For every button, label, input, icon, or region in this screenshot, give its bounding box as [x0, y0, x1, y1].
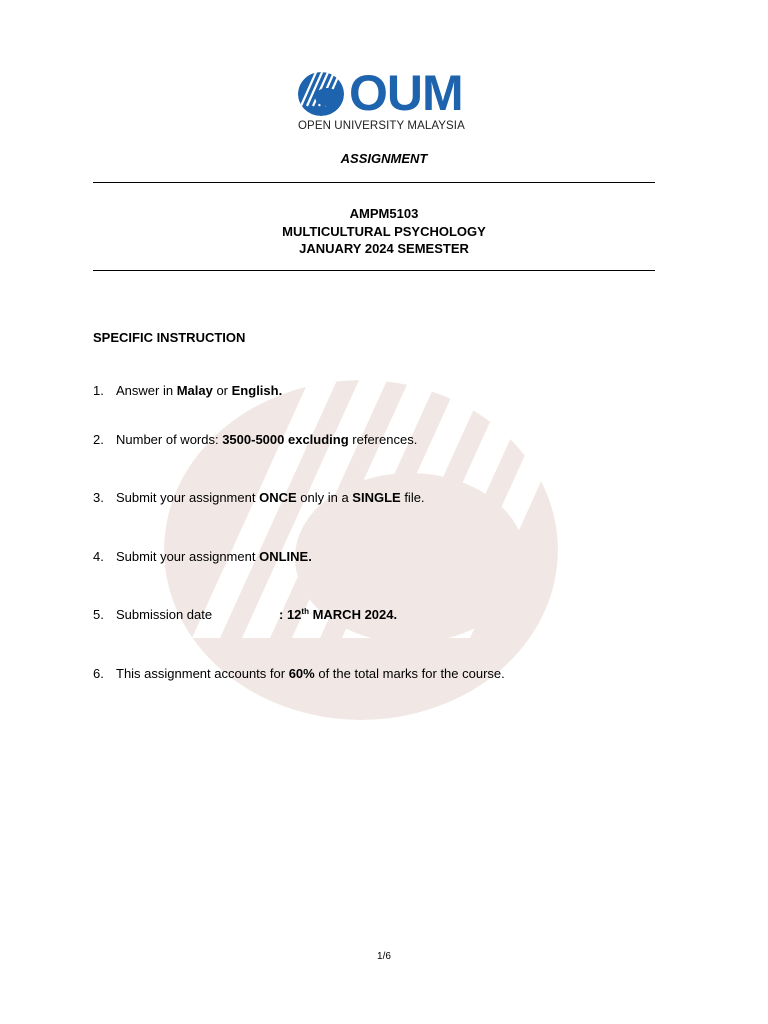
divider [93, 182, 655, 183]
semester: JANUARY 2024 SEMESTER [299, 241, 469, 256]
instruction-item: 3. Submit your assignment ONCE only in a SINGLE file. [93, 490, 425, 505]
instruction-item: 2. Number of words: 3500-5000 excluding references. [93, 432, 418, 447]
instruction-item: 4. Submit your assignment ONLINE. [93, 549, 312, 564]
oum-logo [297, 65, 472, 134]
page-number: 1/6 [377, 951, 391, 962]
instruction-item-submission-date: 5. Submission date : 12th MARCH 2024. [93, 607, 398, 622]
course-name: MULTICULTURAL PSYCHOLOGY [282, 223, 486, 239]
instructions-heading: SPECIFIC INSTRUCTION [93, 330, 246, 345]
course-block [0, 205, 768, 258]
divider [93, 270, 655, 271]
logo-wordmark: OUM [349, 65, 463, 121]
logo-subtitle: OPEN UNIVERSITY MALAYSIA [298, 120, 465, 132]
assignment-title: ASSIGNMENT [340, 151, 428, 166]
course-code: AMPM5103 [349, 206, 419, 221]
instruction-item: 6. This assignment accounts for 60% of the total marks for the course. [93, 666, 505, 681]
oum-globe-icon [297, 70, 347, 118]
instruction-item: 1. Answer in Malay or English. [93, 383, 283, 398]
